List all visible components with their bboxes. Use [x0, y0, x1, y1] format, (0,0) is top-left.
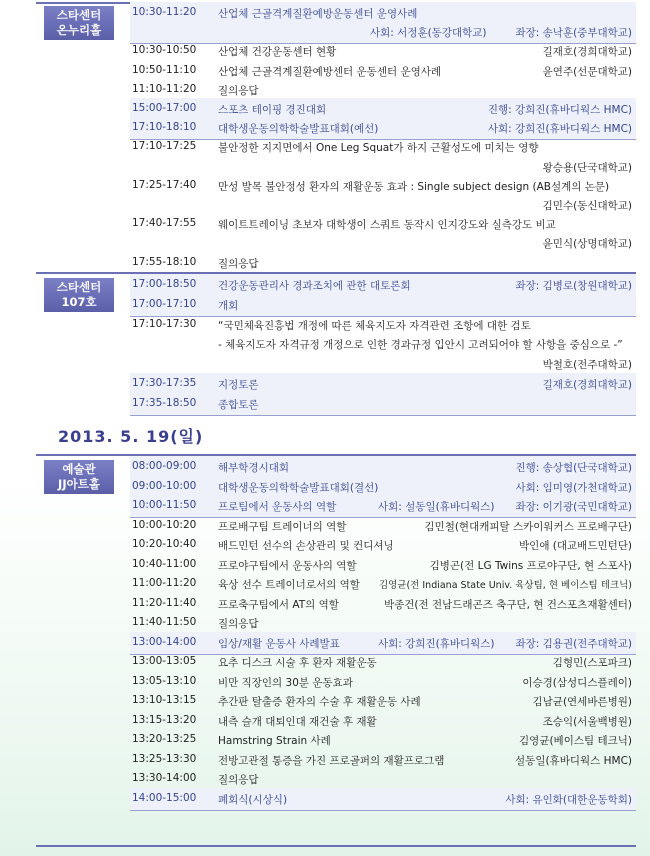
row-presenter: 박종건(전 전남드래곤즈 축구단, 현 건스포츠재활센터): [383, 598, 632, 611]
row-presenter: 김병곤(전 LG Twins 프로야구단, 현 스포사): [429, 559, 632, 572]
venue-line2: 온누리홀: [56, 23, 102, 37]
row-title: 개회: [218, 299, 239, 312]
row-presenter: 왕승용(단국대학교): [542, 161, 632, 174]
bottom-divider: [36, 845, 636, 847]
row-time: 10:00-11:50: [132, 499, 197, 511]
row-presenter: 이승경(삼성디스플레이): [522, 676, 632, 689]
venue-badge-staronnuri: [44, 6, 114, 40]
row-title: “국민체육진흥법 개정에 따른 체육지도자 자격관련 조항에 대한 검토: [218, 319, 531, 332]
row-title: 요추 디스크 시술 후 환자 재활운동: [218, 657, 377, 669]
venue-badge-jjarthall: [44, 460, 114, 494]
row-presenter: 김민수(동신대학교): [542, 200, 632, 212]
row-time: 17:25-17:40: [132, 178, 197, 191]
row-title: 스포츠 테이핑 경진대회: [218, 104, 327, 116]
row-title: - 체육지도자 자격규정 개정으로 인한 경과규정 입안시 고려되어야 할 사항을 중심으로 -”: [218, 339, 623, 352]
row-title: 종합토론: [218, 398, 259, 411]
row-presenter: 김남균(연세바른병원): [532, 696, 632, 708]
row-title: 프로야구팀에서 운동사의 역할: [218, 559, 357, 572]
row-time: 13:20-13:25: [132, 733, 197, 745]
row-title: Hamstring Strain 사례: [218, 735, 331, 747]
row-presenter: 김영균(베이스팀 테크닉): [519, 735, 632, 747]
row-presenter: 김민철(현대캐피탈 스카이워커스 프로배구단): [424, 520, 632, 533]
row-moderator: 사회: 서정훈(동강대학교): [370, 27, 487, 40]
row-title: 건강운동관리사 경과조치에 관한 대토론회: [218, 280, 411, 292]
row-time: 17:00-17:10: [132, 297, 197, 310]
row-presenter: 좌장: 김병로(창원대학교): [515, 280, 632, 292]
row-title: 질의응답: [218, 84, 259, 97]
row-time: 09:00-10:00: [132, 479, 197, 492]
row-time: 13:05-13:10: [132, 674, 197, 687]
row-time: 10:20-10:40: [132, 538, 197, 550]
row-time: 10:00-10:20: [132, 518, 197, 531]
venue-line1: 예술관: [62, 462, 96, 476]
row-presenter: 좌장: 송낙훈(중부대학교): [515, 27, 632, 40]
row-title: 대학생운동의학학술발표대회(결선): [218, 481, 379, 494]
row-presenter: 진행: 송상협(단국대학교): [515, 462, 632, 474]
row-title: 임상/재활 운동사 사례발표: [218, 637, 340, 650]
row-presenter: 길재호(경희대학교): [542, 379, 632, 391]
row-title: 육상 선수 트레이너로서의 역할: [218, 579, 360, 591]
venue-line1: 스타센터: [56, 8, 102, 22]
row-time: 10:30-11:20: [132, 6, 197, 18]
venue-line2: 107호: [61, 295, 97, 309]
row-time: 17:40-17:55: [132, 217, 197, 230]
row-time: 17:10-18:10: [132, 121, 197, 134]
row-title: 산업체 건강운동센터 현황: [218, 46, 337, 59]
row-title: 프로배구팀 트레이너의 역할: [218, 520, 347, 533]
row-presenter: 사회: 강희진(휴바디웍스 HMC): [487, 123, 632, 136]
row-title: 지정토론: [218, 379, 259, 391]
row-presenter: 윤연주(선문대학교): [542, 65, 632, 78]
row-time: 10:50-11:10: [132, 63, 197, 76]
row-title: 웨이트트레이닝 초보자 대학생이 스쿼트 동작시 인지강도와 실측강도 비교: [218, 219, 556, 232]
row-time: 17:10-17:30: [132, 317, 197, 330]
row-presenter: 윤민식(상명대학교): [542, 238, 632, 251]
row-title: 전방고관절 통증을 가진 프로골퍼의 재활프로그램: [218, 754, 445, 767]
row-time: 17:10-17:25: [132, 140, 197, 153]
row-title: 프로축구팀에서 AT의 역할: [218, 598, 339, 611]
row-title: 질의응답: [218, 774, 259, 786]
schedule-row: [130, 252, 636, 274]
row-time: 17:35-18:50: [132, 396, 197, 409]
row-presenter: 길재호(경희대학교): [542, 46, 632, 59]
row-presenter: 김영균(전 Indiana State Univ. 육상팀, 현 베이스팀 테크닉): [378, 580, 632, 591]
row-title: 질의응답: [218, 257, 259, 270]
row-time: 11:20-11:40: [132, 596, 197, 609]
row-time: 13:15-13:20: [132, 713, 197, 726]
row-presenter: 박철호(전주대학교): [542, 359, 632, 372]
row-presenter: 김형민(스포파크): [552, 657, 632, 669]
row-time: 13:00-13:05: [132, 655, 197, 667]
schedule-row: [130, 788, 636, 811]
row-title: 질의응답: [218, 618, 259, 630]
row-time: 15:00-17:00: [132, 102, 197, 114]
venue-badge-star107: [44, 278, 114, 312]
row-title: 산업체 근골격계질환예방운동센터 운영사례: [218, 8, 418, 20]
row-time: 13:00-14:00: [132, 635, 197, 648]
row-time: 10:30-10:50: [132, 44, 197, 57]
row-title: 만성 발목 불안정성 환자의 재활운동 효과 : Single subject design (AB설계의 논문): [218, 180, 610, 193]
row-title: 폐회식(시상식): [218, 793, 288, 806]
row-presenter: 박인애 (대교배드민턴단): [519, 540, 632, 552]
row-title: 해부학경시대회: [218, 462, 290, 474]
date-heading: 2013. 5. 19(일): [58, 427, 204, 446]
row-time: 11:40-11:50: [132, 616, 197, 628]
venue-line2: JJ아트홀: [58, 477, 100, 491]
row-title: 불안정한 지지면에서 One Leg Squat가 하지 근활성도에 미치는 영향: [218, 142, 539, 155]
row-presenter: 좌장: 김용권(전주대학교): [515, 637, 632, 650]
row-time: 13:30-14:00: [132, 772, 197, 784]
row-presenter: 설동일(휴바디웍스 HMC): [515, 754, 632, 767]
venue-line1: 스타센터: [56, 280, 102, 294]
schedule-row: [130, 333, 636, 355]
row-time: 13:10-13:15: [132, 694, 197, 706]
schedule-row: [130, 393, 636, 416]
row-presenter: 사회: 임미영(가천대학교): [515, 481, 632, 494]
row-title: 산업체 근골격계질환예방센터 운동센터 운영사례: [218, 65, 442, 78]
row-presenter: 사회: 유인화(대한운동학회): [505, 793, 632, 806]
row-moderator: 사회: 강희진(휴바디웍스): [378, 637, 495, 650]
row-presenter: 조승익(서울백병원): [542, 715, 632, 728]
row-title: 추간판 탈출증 환자의 수술 후 재활운동 사례: [218, 696, 421, 708]
row-presenter: 진행: 강희진(휴바디웍스 HMC): [487, 104, 632, 116]
row-title: 비만 직장인의 30분 운동효과: [218, 676, 353, 689]
row-time: 17:30-17:35: [132, 377, 197, 389]
row-title: 프로팀에서 운동사의 역할: [218, 501, 337, 513]
row-time: 11:00-11:20: [132, 577, 197, 589]
row-moderator: 사회: 설동일(휴바디웍스): [378, 501, 495, 513]
row-presenter: 좌장: 이기광(국민대학교): [515, 501, 632, 513]
row-time: 17:00-18:50: [132, 278, 197, 290]
row-title: 배드민턴 선수의 손상관리 및 컨디셔닝: [218, 540, 394, 552]
row-time: 13:25-13:30: [132, 752, 197, 765]
row-title: 대학생운동의학학술발표대회(예선): [218, 123, 379, 136]
row-title: 내측 슬개 대퇴인대 재건술 후 재활: [218, 715, 377, 728]
row-time: 17:55-18:10: [132, 255, 197, 268]
schedule-row: [130, 314, 636, 336]
row-time: 10:40-11:00: [132, 557, 197, 570]
row-time: 11:10-11:20: [132, 82, 197, 95]
row-time: 08:00-09:00: [132, 460, 197, 472]
row-time: 14:00-15:00: [132, 791, 197, 804]
schedule-row: [130, 353, 636, 375]
